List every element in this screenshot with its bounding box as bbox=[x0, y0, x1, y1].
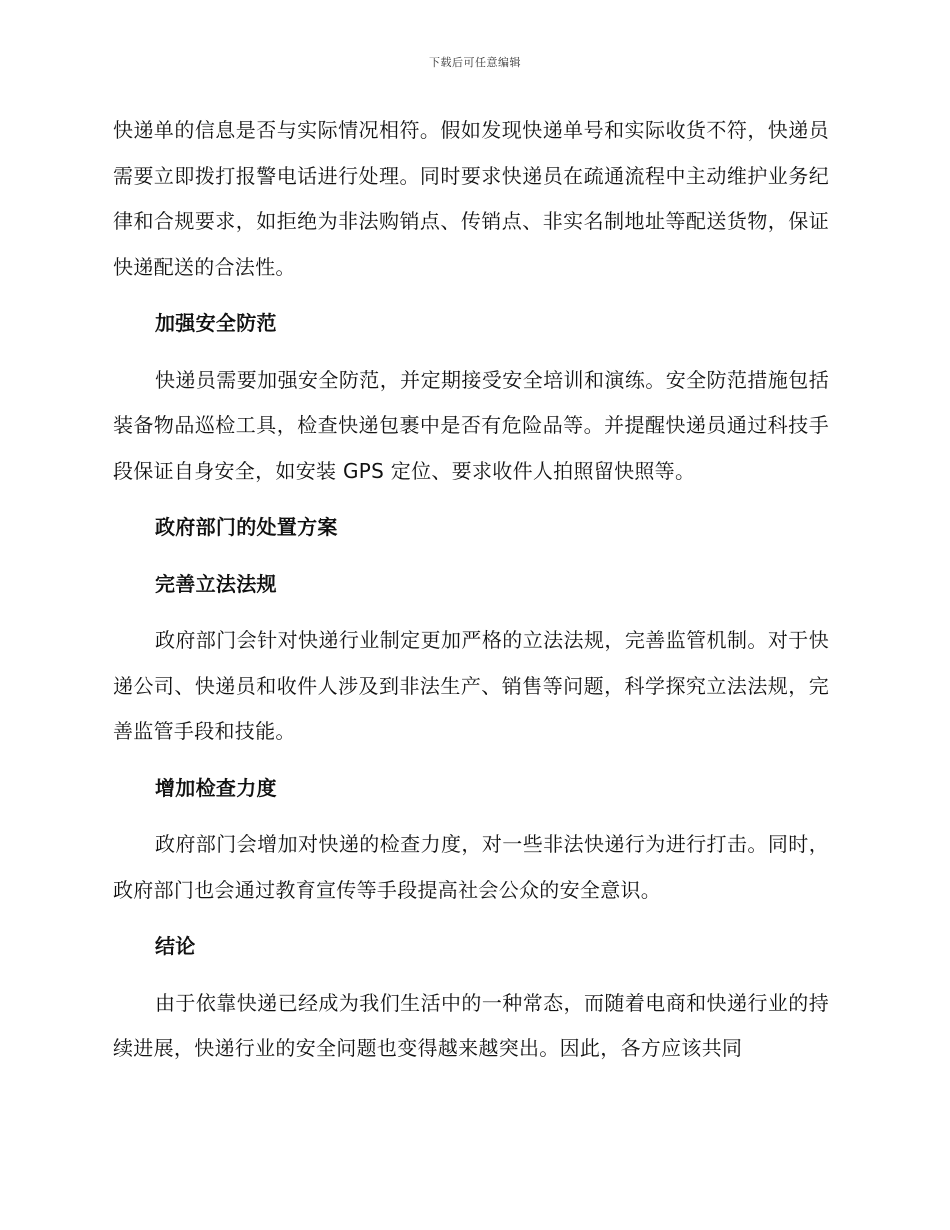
paragraph-legislation: 政府部门会针对快递行业制定更加严格的立法法规，完善监管机制。对于快递公司、快递员和收件人涉及到非法生产、销售等问题，科学探究立法法规，完善监管手段和技能。 bbox=[113, 628, 829, 743]
header-note: 下载后可任意编辑 bbox=[429, 56, 521, 69]
heading-inspection: 增加检查力度 bbox=[155, 775, 277, 800]
heading-legislation: 完善立法法规 bbox=[155, 571, 277, 596]
heading-security-prevention: 加强安全防范 bbox=[155, 311, 277, 335]
paragraph-conclusion: 由于依靠快递已经成为我们生活中的一种常态，而随着电商和快递行业的持续进展，快递行业的安全问题也变得越来越突出。因此，各方应该共同 bbox=[113, 990, 829, 1060]
heading-conclusion: 结论 bbox=[155, 934, 196, 958]
paragraph-inspection: 政府部门会增加对快递的检查力度，对一些非法快递行为进行打击。同时，政府部门也会通过教育宣传等手段提高社会公众的安全意识。 bbox=[113, 832, 829, 902]
paragraph-security-prevention: 快递员需要加强安全防范，并定期接受安全培训和演练。安全防范措施包括装备物品巡检工具，检查快递包裹中是否有危险品等。并提醒快递员通过科技手段保证自身安全，如安装 GPS 定位、要求收件人拍照留快照等。 bbox=[113, 367, 829, 483]
heading-government-measures: 政府部门的处置方案 bbox=[155, 515, 338, 539]
document-body bbox=[113, 108, 829, 1072]
paragraph-delivery-verification: 快递单的信息是否与实际情况相符。假如发现快递单号和实际收货不符，快递员需要立即拨打报警电话进行处理。同时要求快递员在疏通流程中主动维护业务纪律和合规要求，如拒绝为非法购销点、传销点、非实名制地址等配送货物，保证快递配送的合法性。 bbox=[113, 118, 829, 279]
